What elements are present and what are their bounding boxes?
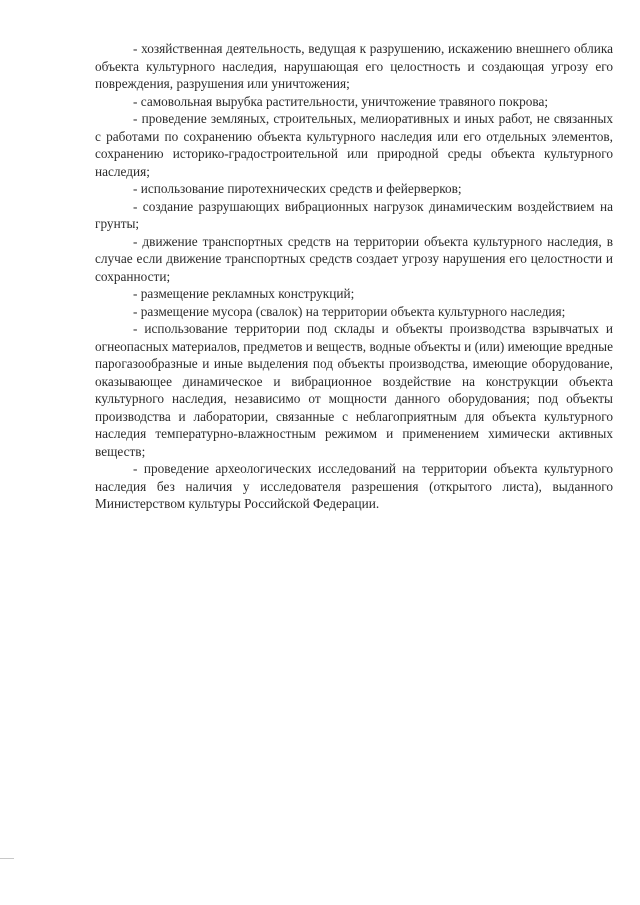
- restriction-item-9: - использование территории под склады и объекты производства взрывчатых и огнеопасных материалов, предметов и веществ, водные объекты и (или) имеющие вредные парогазообразные и иные выделения под объекты производства, имеющие оборудование, оказывающее динамическое и вибрационное воздействие на конструкции объекта культурного наследия, независимо от мощности данного оборудования; под объекты производства и лаборатории, связанные с неблагоприятным для объекта культурного наследия температурно-влажностным режимом и применением химически активных веществ;: [95, 321, 613, 459]
- restriction-item-5: - создание разрушающих вибрационных нагрузок динамическим воздействием на грунты;: [95, 198, 613, 231]
- restriction-item-4: - использование пиротехнических средств и фейерверков;: [133, 181, 462, 196]
- restriction-item-6: - движение транспортных средств на территории объекта культурного наследия, в случае если движение транспортных средств создает угрозу нарушения его целостности и сохранности;: [95, 233, 613, 284]
- restriction-item-10: - проведение археологических исследований на территории объекта культурного наследия без наличия у исследователя разрешения (открытого листа), выданного Министерством культуры Российской Федерации.: [95, 461, 613, 511]
- scan-edge-mark: [0, 858, 14, 859]
- restriction-item-7: - размещение рекламных конструкций;: [133, 286, 355, 301]
- document-body: [95, 40, 613, 513]
- restriction-item-8: - размещение мусора (свалок) на территории объекта культурного наследия;: [133, 303, 566, 319]
- restriction-item-2: - самовольная вырубка растительности, уничтожение травяного покрова;: [133, 93, 549, 109]
- restriction-item-1: - хозяйственная деятельность, ведущая к разрушению, искажению внешнего облика объекта культурного наследия, нарушающая его целостность и создающая угрозу его повреждения, разрушения или уничтожения;: [95, 41, 613, 91]
- restriction-item-3: - проведение земляных, строительных, мелиоративных и иных работ, не связанных с работами по сохранению объекта культурного наследия или его отдельных элементов, сохранению историко-градостроительной или природной среды объекта культурного наследия;: [95, 111, 613, 179]
